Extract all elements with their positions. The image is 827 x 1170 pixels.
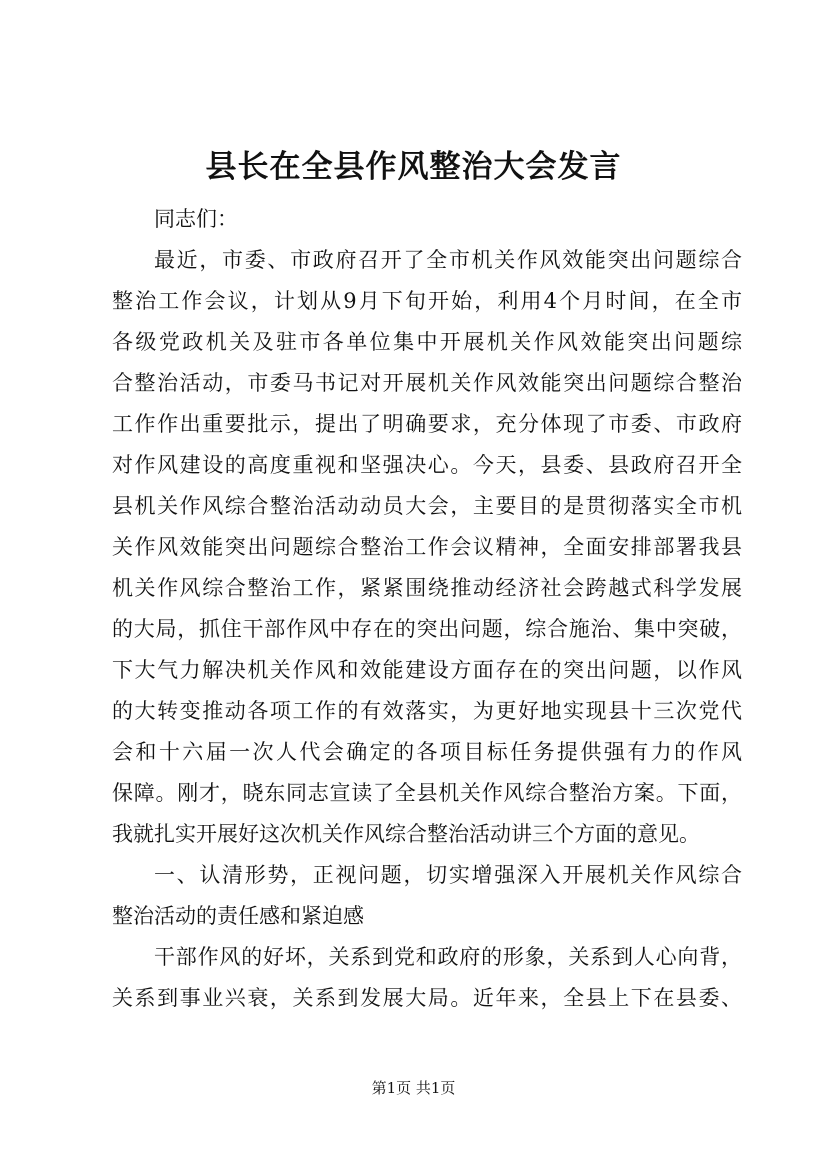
text-line: 保障。刚才，晓东同志宣读了全县机关作风综合整治方案。下面， [112, 781, 742, 805]
text-line: 关系到事业兴衰，关系到发展大局。近年来，全县上下在县委、 [112, 986, 742, 1010]
document-body [112, 199, 742, 1019]
page-footer: 第1页 共1页 [371, 1079, 456, 1097]
text-line: 的大转变推动各项工作的有效落实，为更好地实现县十三次党代 [112, 699, 742, 723]
text-line: 工作作出重要批示，提出了明确要求，充分体现了市委、市政府 [112, 412, 742, 436]
text-line: 干部作风的好坏，关系到党和政府的形象，关系到人心向背， [154, 945, 742, 969]
text-line: 对作风建设的高度重视和坚强决心。今天，县委、县政府召开全 [112, 453, 742, 477]
text-line: 最近，市委、市政府召开了全市机关作风效能突出问题综合 [154, 248, 742, 272]
text-line: 机关作风综合整治工作，紧紧围绕推动经济社会跨越式科学发展 [112, 576, 742, 600]
text-line: 下大气力解决机关作风和效能建设方面存在的突出问题，以作风 [112, 658, 742, 682]
text-line: 的大局，抓住干部作风中存在的突出问题，综合施治、集中突破， [112, 617, 742, 641]
text-line: 会和十六届一次人代会确定的各项目标任务提供强有力的作风 [112, 740, 742, 764]
text-line: 同志们： [154, 207, 238, 231]
text-line: 关作风效能突出问题综合整治工作会议精神，全面安排部署我县 [112, 535, 742, 559]
text-line: 我就扎实开展好这次机关作风综合整治活动讲三个方面的意见。 [112, 822, 700, 846]
text-line: 县机关作风综合整治活动动员大会，主要目的是贯彻落实全市机 [112, 494, 742, 518]
text-line: 整治活动的责任感和紧迫感 [112, 904, 364, 928]
text-line: 合整治活动，市委马书记对开展机关作风效能突出问题综合整治 [112, 371, 742, 395]
text-line: 整治工作会议，计划从9月下旬开始，利用4个月时间，在全市 [112, 289, 742, 313]
text-line: 各级党政机关及驻市各单位集中开展机关作风效能突出问题综 [112, 330, 742, 354]
text-line: 一、认清形势，正视问题，切实增强深入开展机关作风综合 [154, 863, 742, 887]
document-title: 县长在全县作风整治大会发言 [205, 149, 622, 185]
